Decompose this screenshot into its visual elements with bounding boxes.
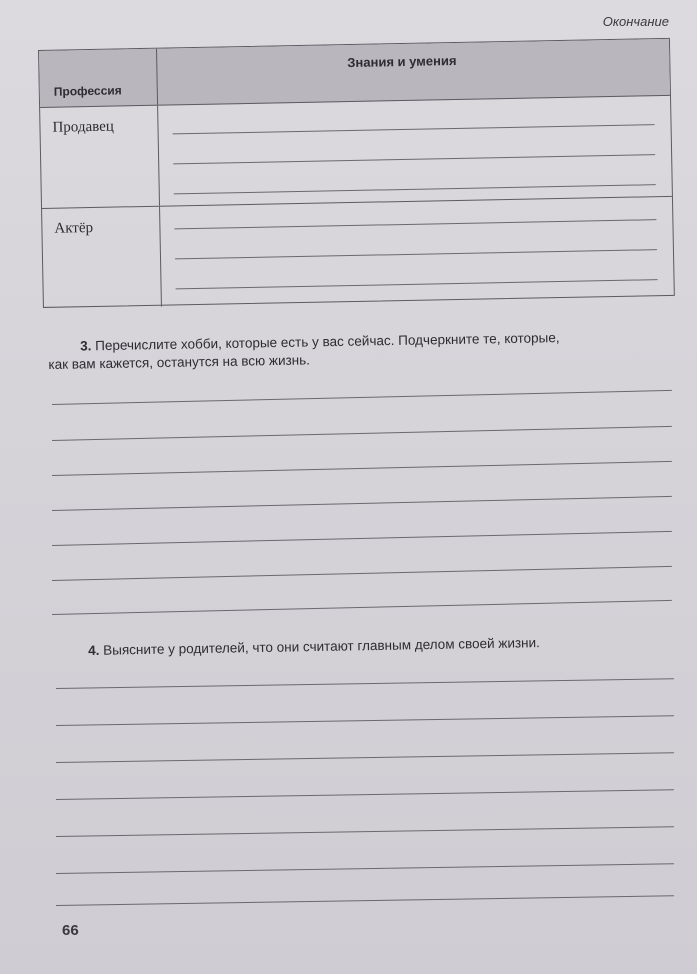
table-row	[40, 96, 672, 209]
answer-line[interactable]	[52, 600, 672, 615]
answer-line[interactable]	[56, 678, 674, 689]
answer-line[interactable]	[173, 124, 655, 134]
continuation-label: Окончание	[602, 14, 669, 29]
task-text: как вам кажется, останутся на всю жизнь.	[48, 352, 311, 373]
answer-line[interactable]	[56, 789, 674, 800]
answer-line[interactable]	[56, 895, 674, 906]
header-skills: Знания и умения	[347, 52, 457, 71]
answer-line[interactable]	[52, 426, 672, 441]
task-number: 3.	[80, 338, 92, 354]
answer-line[interactable]	[174, 184, 656, 194]
task-4	[88, 632, 668, 660]
answer-cell[interactable]	[160, 197, 674, 307]
answer-line[interactable]	[56, 863, 674, 874]
profession-table	[38, 38, 675, 308]
answer-line[interactable]	[56, 752, 674, 763]
task-text: Выясните у родителей, что они считают главным делом своей жизни.	[103, 635, 540, 658]
answer-line[interactable]	[176, 279, 658, 289]
answer-line[interactable]	[52, 531, 672, 546]
table-row	[42, 197, 674, 309]
profession-cell: Продавец	[52, 118, 115, 136]
answer-line[interactable]	[175, 249, 657, 259]
answer-cell[interactable]	[158, 96, 672, 206]
answer-line[interactable]	[52, 496, 672, 511]
answer-line[interactable]	[173, 154, 655, 164]
answer-line[interactable]	[52, 566, 672, 581]
answer-line[interactable]	[56, 826, 674, 837]
profession-cell: Актёр	[54, 219, 94, 237]
task-text: Перечислите хобби, которые есть у вас сейчас. Подчеркните те, которые,	[95, 330, 560, 354]
answer-line[interactable]	[56, 715, 674, 726]
answer-line[interactable]	[52, 390, 672, 405]
header-profession: Профессия	[53, 83, 122, 99]
page-number: 66	[62, 922, 79, 939]
task-3	[50, 327, 673, 374]
task-number: 4.	[88, 642, 100, 658]
answer-line[interactable]	[52, 461, 672, 476]
answer-line[interactable]	[174, 219, 656, 229]
